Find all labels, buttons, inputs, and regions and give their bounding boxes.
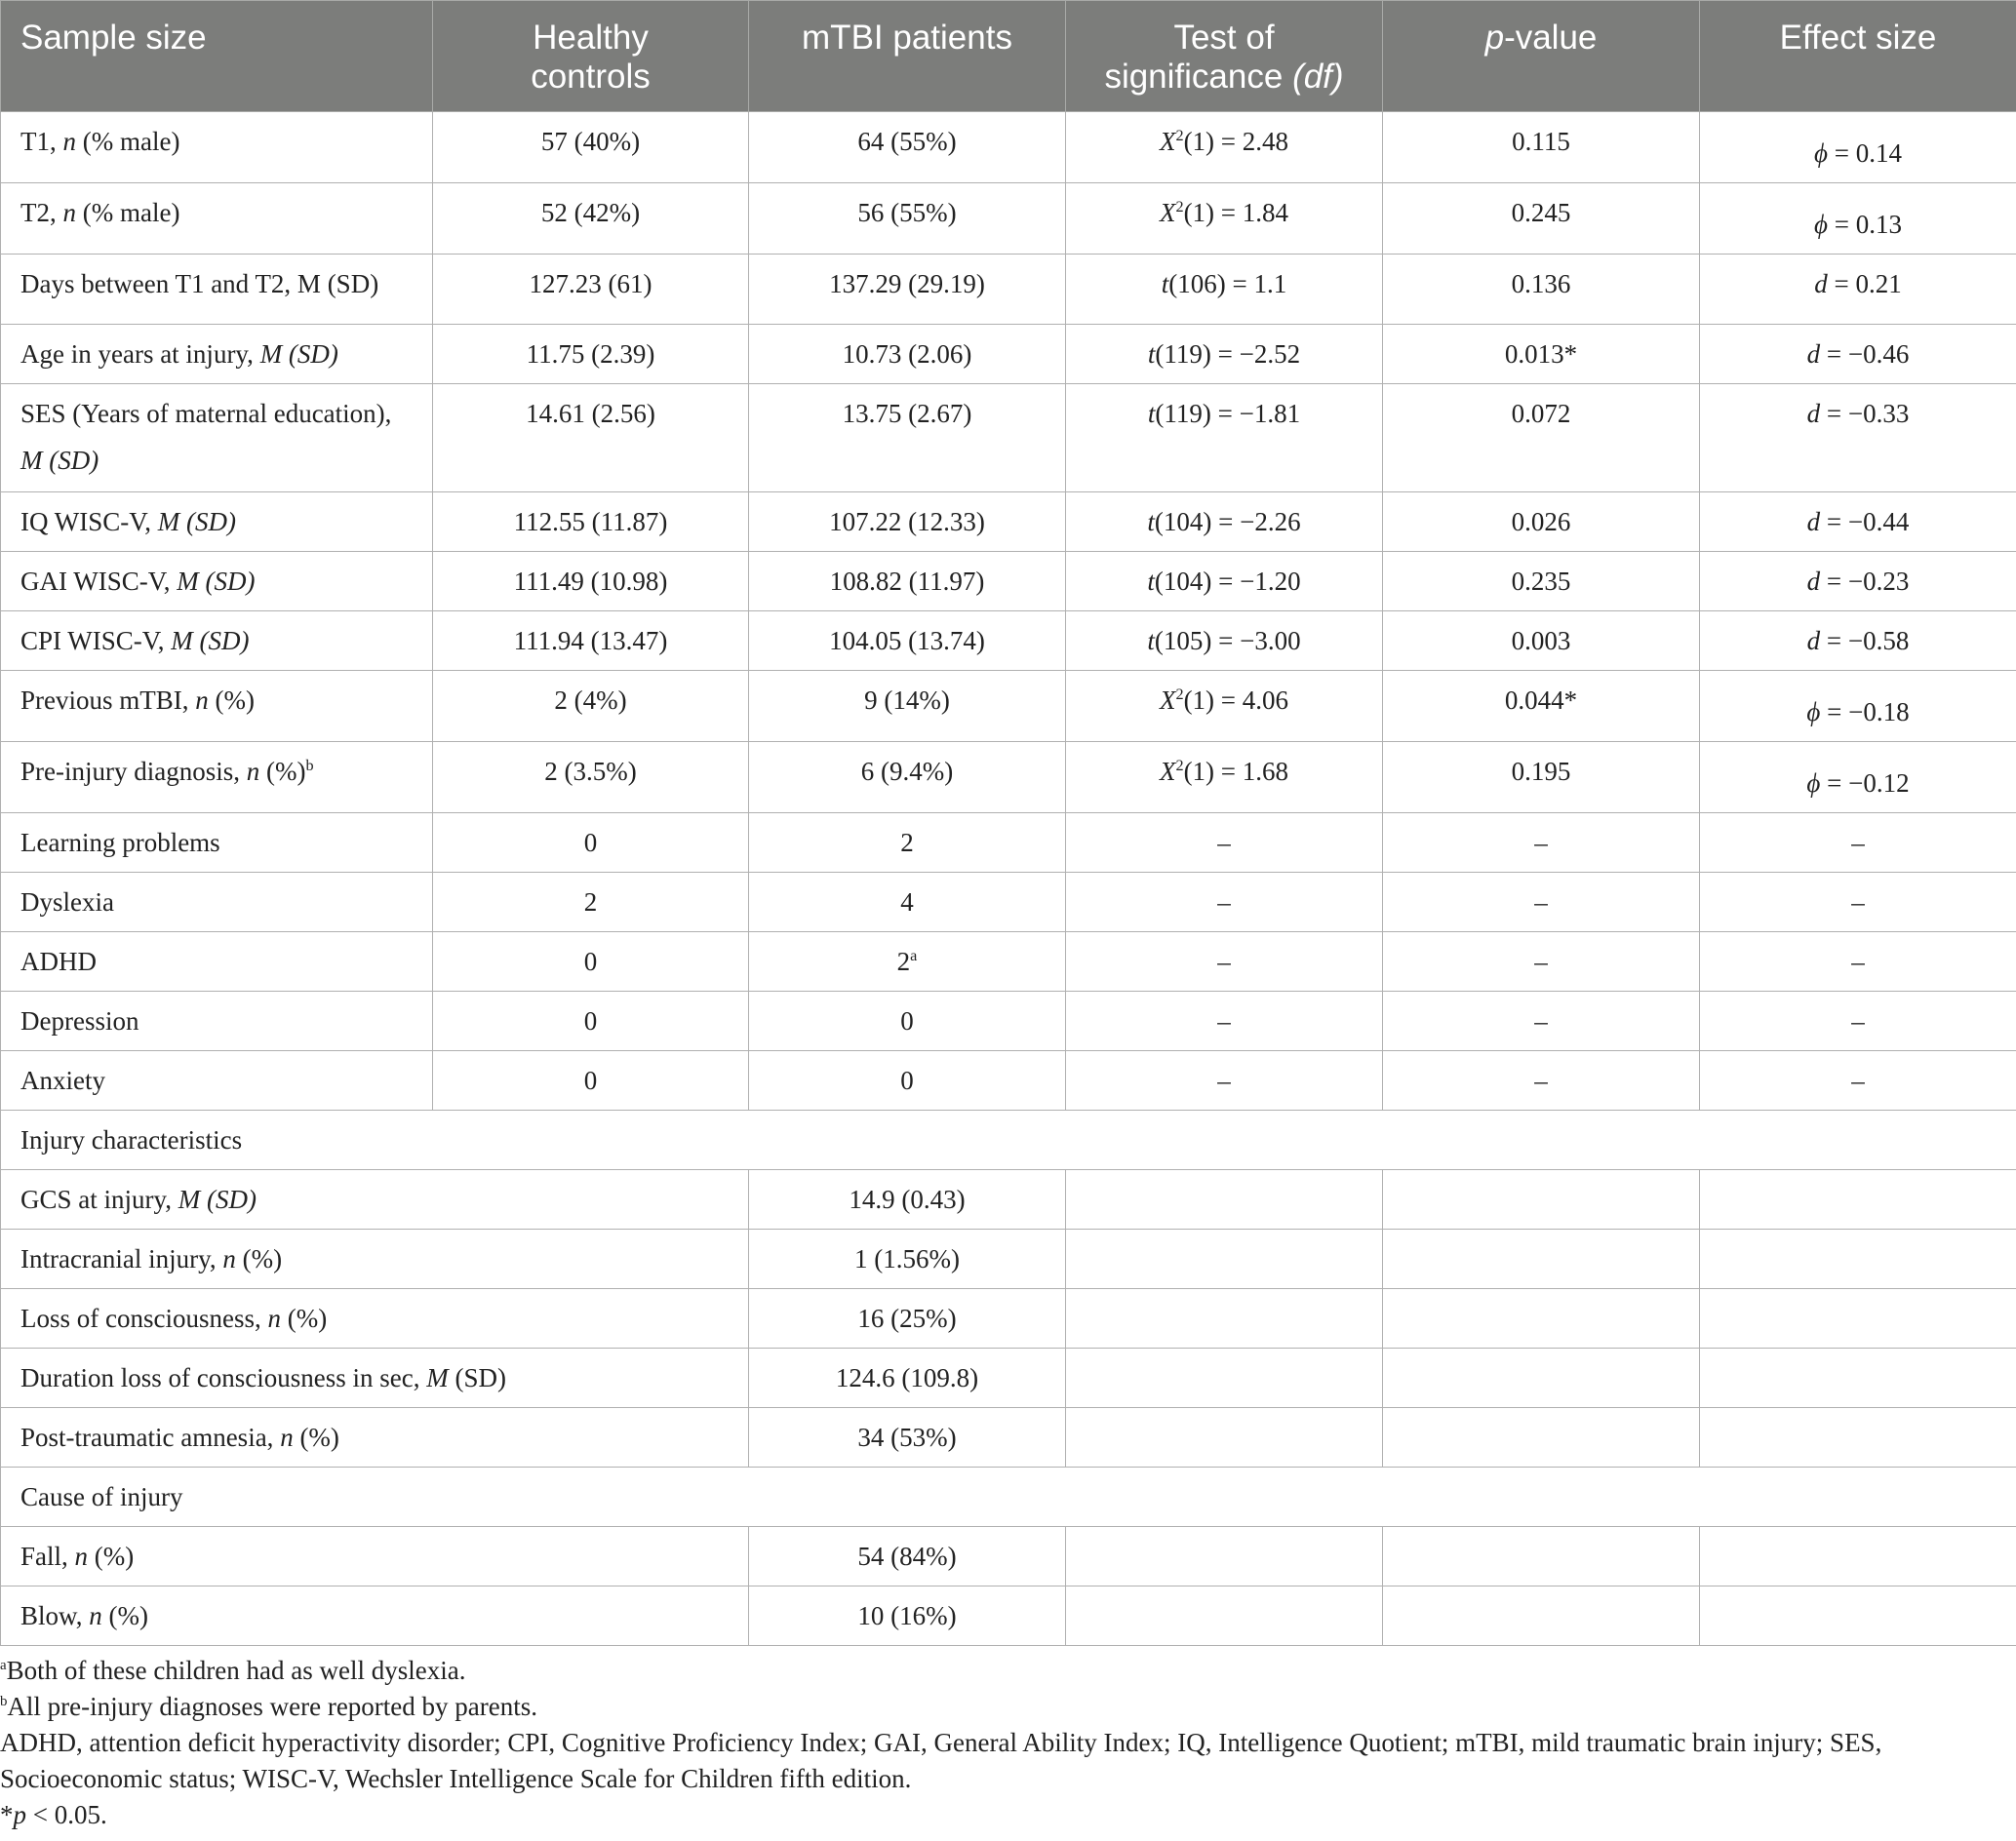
cell-healthy-controls: 2 (4%)	[433, 671, 749, 742]
section-row-injury	[1, 1111, 2016, 1170]
cell-effect-size: d = 0.21	[1700, 255, 2016, 325]
table-row	[1, 813, 2016, 873]
cell-p-value	[1383, 1230, 1700, 1289]
cell-p-value	[1383, 1408, 1700, 1468]
cell-mtbi: 34 (53%)	[749, 1408, 1066, 1468]
cell-test: t(106) = 1.1	[1066, 255, 1383, 325]
cell-effect-size: ϕ = −0.18	[1700, 671, 2016, 742]
header-mtbi-patients: mTBI patients	[749, 1, 1066, 112]
table-row	[1, 1289, 2016, 1349]
cell-p-value: 0.003	[1383, 611, 1700, 671]
cell-test	[1066, 1170, 1383, 1230]
cell-test	[1066, 1408, 1383, 1468]
cell-mtbi: 108.82 (11.97)	[749, 552, 1066, 611]
cell-test: –	[1066, 1051, 1383, 1111]
cell-p-value: 0.235	[1383, 552, 1700, 611]
cell-p-value: 0.136	[1383, 255, 1700, 325]
row-label: Fall, n (%)	[1, 1527, 749, 1586]
cell-mtbi: 0	[749, 1051, 1066, 1111]
cell-healthy-controls: 57 (40%)	[433, 112, 749, 183]
cell-effect-size: ϕ = 0.14	[1700, 112, 2016, 183]
row-label: CPI WISC-V, M (SD)	[1, 611, 433, 671]
row-label: Duration loss of consciousness in sec, M (SD)	[1, 1349, 749, 1408]
header-test-of-significance: Test of significance (df)	[1066, 1, 1383, 112]
cell-healthy-controls: 0	[433, 1051, 749, 1111]
table-row	[1, 384, 2016, 492]
cell-p-value: 0.013*	[1383, 325, 1700, 384]
cell-effect-size	[1700, 1349, 2016, 1408]
cell-p-value: –	[1383, 992, 1700, 1051]
cell-healthy-controls: 111.49 (10.98)	[433, 552, 749, 611]
header-sample-size: Sample size	[1, 1, 433, 112]
cell-healthy-controls: 52 (42%)	[433, 183, 749, 255]
cell-mtbi: 137.29 (29.19)	[749, 255, 1066, 325]
row-label: Dyslexia	[1, 873, 433, 932]
table-footnotes	[0, 1653, 2009, 1833]
cell-mtbi: 1 (1.56%)	[749, 1230, 1066, 1289]
table-row	[1, 611, 2016, 671]
cell-mtbi: 64 (55%)	[749, 112, 1066, 183]
cell-test: $X^2(1) = 1.84$	[1066, 183, 1383, 255]
cell-mtbi: 10.73 (2.06)	[749, 325, 1066, 384]
cell-effect-size	[1700, 1170, 2016, 1230]
section-label: Cause of injury	[1, 1468, 2016, 1527]
cell-mtbi: 10 (16%)	[749, 1586, 1066, 1646]
cell-mtbi: 0	[749, 992, 1066, 1051]
cell-test: t(119) = −2.52	[1066, 325, 1383, 384]
footnote-significance: *p < 0.05.	[0, 1800, 107, 1829]
cell-healthy-controls: 127.23 (61)	[433, 255, 749, 325]
table-row	[1, 1051, 2016, 1111]
row-label: Anxiety	[1, 1051, 433, 1111]
cell-healthy-controls: 2 (3.5%)	[433, 742, 749, 813]
table-row	[1, 671, 2016, 742]
cell-effect-size	[1700, 1527, 2016, 1586]
row-label: GAI WISC-V, M (SD)	[1, 552, 433, 611]
cell-healthy-controls: 11.75 (2.39)	[433, 325, 749, 384]
cell-p-value: –	[1383, 1051, 1700, 1111]
cell-mtbi: 104.05 (13.74)	[749, 611, 1066, 671]
cell-effect-size: d = −0.58	[1700, 611, 2016, 671]
table-row	[1, 1408, 2016, 1468]
cell-mtbi: 14.9 (0.43)	[749, 1170, 1066, 1230]
cell-test	[1066, 1527, 1383, 1586]
row-label: ADHD	[1, 932, 433, 992]
cell-effect-size: –	[1700, 1051, 2016, 1111]
table-row	[1, 552, 2016, 611]
cell-test	[1066, 1230, 1383, 1289]
cell-mtbi: 9 (14%)	[749, 671, 1066, 742]
cell-mtbi: 4	[749, 873, 1066, 932]
cell-effect-size: –	[1700, 873, 2016, 932]
cell-p-value: –	[1383, 932, 1700, 992]
cell-test: $X^2(1) = 2.48$	[1066, 112, 1383, 183]
row-label: Depression	[1, 992, 433, 1051]
cell-healthy-controls: 0	[433, 932, 749, 992]
cell-test: t(104) = −2.26	[1066, 492, 1383, 552]
table-row	[1, 1527, 2016, 1586]
table-row	[1, 1230, 2016, 1289]
cell-test: $X^2(1) = 4.06$	[1066, 671, 1383, 742]
row-label: Learning problems	[1, 813, 433, 873]
row-label: Post-traumatic amnesia, n (%)	[1, 1408, 749, 1468]
table-row	[1, 325, 2016, 384]
cell-p-value	[1383, 1586, 1700, 1646]
cell-healthy-controls: 0	[433, 992, 749, 1051]
cell-test: –	[1066, 992, 1383, 1051]
cell-effect-size: d = −0.44	[1700, 492, 2016, 552]
cell-mtbi: 2$^a$	[749, 932, 1066, 992]
table-row	[1, 492, 2016, 552]
row-label: Loss of consciousness, n (%)	[1, 1289, 749, 1349]
cell-effect-size: ϕ = −0.12	[1700, 742, 2016, 813]
cell-p-value	[1383, 1170, 1700, 1230]
section-label: Injury characteristics	[1, 1111, 2016, 1170]
cell-p-value	[1383, 1527, 1700, 1586]
cell-mtbi: 16 (25%)	[749, 1289, 1066, 1349]
header-row	[1, 1, 2016, 112]
table-row	[1, 932, 2016, 992]
cell-effect-size: ϕ = 0.13	[1700, 183, 2016, 255]
cell-healthy-controls: 14.61 (2.56)	[433, 384, 749, 492]
row-label: GCS at injury, M (SD)	[1, 1170, 749, 1230]
cell-mtbi: 54 (84%)	[749, 1527, 1066, 1586]
table-row	[1, 112, 2016, 183]
cell-effect-size: –	[1700, 813, 2016, 873]
row-label: Intracranial injury, n (%)	[1, 1230, 749, 1289]
cell-p-value	[1383, 1289, 1700, 1349]
cell-p-value: 0.072	[1383, 384, 1700, 492]
cell-p-value: –	[1383, 873, 1700, 932]
row-label: Blow, n (%)	[1, 1586, 749, 1646]
header-p-value: p-value	[1383, 1, 1700, 112]
cell-test: –	[1066, 813, 1383, 873]
table-row	[1, 1349, 2016, 1408]
cell-effect-size: d = −0.23	[1700, 552, 2016, 611]
table-row	[1, 255, 2016, 325]
cell-test: t(104) = −1.20	[1066, 552, 1383, 611]
cell-mtbi: 13.75 (2.67)	[749, 384, 1066, 492]
footnote-a: $^a$Both of these children had as well dyslexia.	[0, 1656, 466, 1685]
cell-mtbi: 124.6 (109.8)	[749, 1349, 1066, 1408]
cell-test	[1066, 1349, 1383, 1408]
cell-p-value: 0.026	[1383, 492, 1700, 552]
cell-effect-size: d = −0.46	[1700, 325, 2016, 384]
cell-effect-size	[1700, 1230, 2016, 1289]
footnote-b: $^b$All pre-injury diagnoses were reported by parents.	[0, 1692, 537, 1721]
table-row	[1, 183, 2016, 255]
cell-p-value: 0.245	[1383, 183, 1700, 255]
cell-test: $X^2(1) = 1.68$	[1066, 742, 1383, 813]
cell-test: t(105) = −3.00	[1066, 611, 1383, 671]
footnote-abbreviations: ADHD, attention deficit hyperactivity disorder; CPI, Cognitive Proficiency Index; GAI, General Ability Index; IQ, Intelligence Quotient; mTBI, mild traumatic brain injury; SES, Socioeconomic status; WISC-V, Wechsler Intelligence Scale for Children fifth edition.	[0, 1728, 1882, 1793]
header-effect-size: Effect size	[1700, 1, 2016, 112]
row-label: IQ WISC-V, M (SD)	[1, 492, 433, 552]
cell-test	[1066, 1289, 1383, 1349]
cell-p-value: 0.195	[1383, 742, 1700, 813]
cell-mtbi: 107.22 (12.33)	[749, 492, 1066, 552]
cell-effect-size: –	[1700, 932, 2016, 992]
table-row	[1, 742, 2016, 813]
cell-test: –	[1066, 932, 1383, 992]
table-row	[1, 1170, 2016, 1230]
row-label: SES (Years of maternal education), M (SD)	[1, 384, 433, 492]
cell-effect-size	[1700, 1586, 2016, 1646]
row-label: Days between T1 and T2, M (SD)	[1, 255, 433, 325]
table-row	[1, 992, 2016, 1051]
cell-effect-size: d = −0.33	[1700, 384, 2016, 492]
row-label: Pre-injury diagnosis, n (%)$^b$	[1, 742, 433, 813]
section-row-cause	[1, 1468, 2016, 1527]
cell-test: t(119) = −1.81	[1066, 384, 1383, 492]
table-row	[1, 873, 2016, 932]
row-label: Age in years at injury, M (SD)	[1, 325, 433, 384]
row-label: Previous mTBI, n (%)	[1, 671, 433, 742]
cell-effect-size: –	[1700, 992, 2016, 1051]
cell-mtbi: 2	[749, 813, 1066, 873]
cell-effect-size	[1700, 1408, 2016, 1468]
row-label: T2, n (% male)	[1, 183, 433, 255]
cell-p-value: –	[1383, 813, 1700, 873]
cell-test: –	[1066, 873, 1383, 932]
cell-p-value: 0.044*	[1383, 671, 1700, 742]
cell-healthy-controls: 2	[433, 873, 749, 932]
cell-healthy-controls: 112.55 (11.87)	[433, 492, 749, 552]
cell-p-value	[1383, 1349, 1700, 1408]
table-row	[1, 1586, 2016, 1646]
cell-test	[1066, 1586, 1383, 1646]
cell-p-value: 0.115	[1383, 112, 1700, 183]
cell-healthy-controls: 111.94 (13.47)	[433, 611, 749, 671]
cell-mtbi: 6 (9.4%)	[749, 742, 1066, 813]
cell-healthy-controls: 0	[433, 813, 749, 873]
row-label: T1, n (% male)	[1, 112, 433, 183]
header-healthy-controls: Healthy controls	[433, 1, 749, 112]
cell-effect-size	[1700, 1289, 2016, 1349]
cell-mtbi: 56 (55%)	[749, 183, 1066, 255]
